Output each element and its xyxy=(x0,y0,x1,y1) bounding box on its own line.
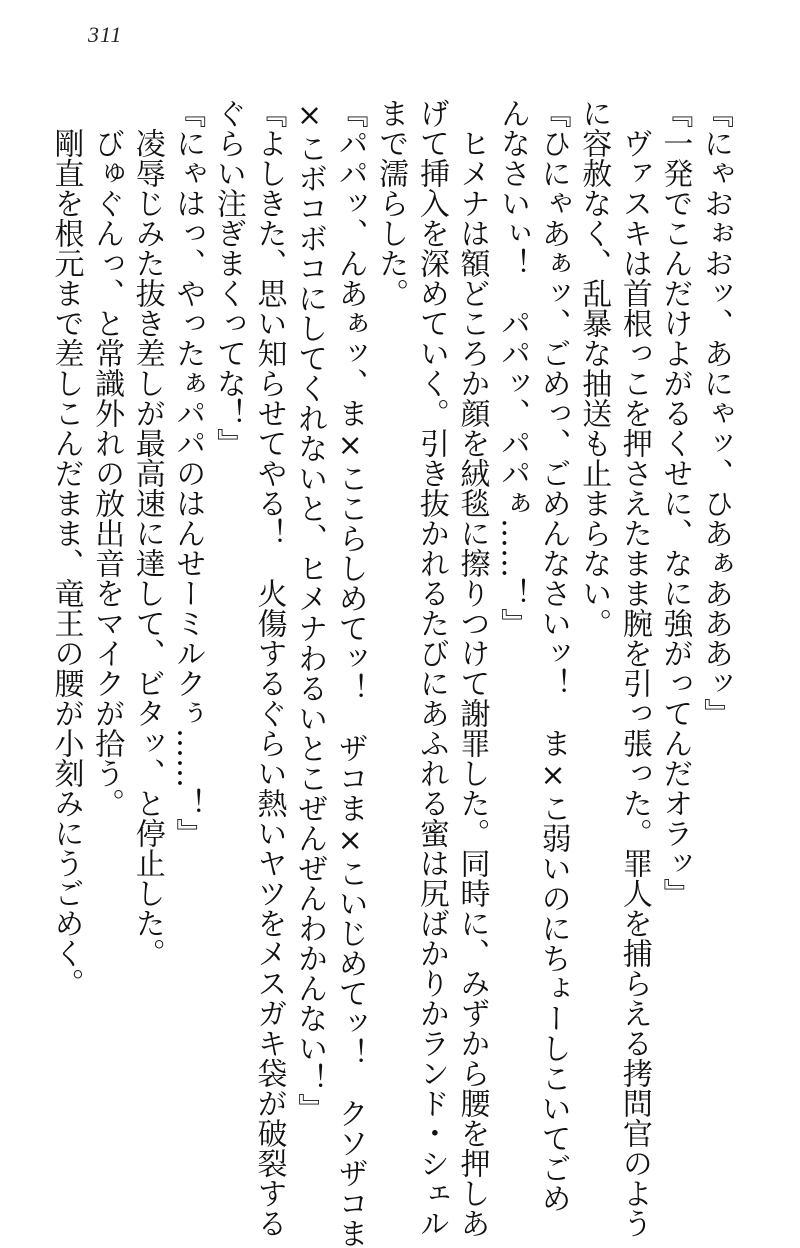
text-line: びゅぐんっ、と常識外れの放出音をマイクが拾う。 xyxy=(89,98,125,818)
text-line: ヒメナは額どころか顔を絨毯に擦りつけて謝罪した。同時に、みずから腰を押しあ xyxy=(454,98,490,1238)
text-line: まで濡らした。 xyxy=(373,98,409,308)
text-line: 『にゃおぉおッ、あにゃッ、ひあぁあああッ』 xyxy=(698,98,733,728)
text-line: ぐらい注ぎまくってな！』 xyxy=(210,98,246,458)
text-line: 『ひにゃあぁッ、ごめっ、ごめんなさいッ！ ま×こ弱いのにちょーしこいてごめ xyxy=(535,98,571,1213)
text-line: 剛直を根元まで差しこんだまま、竜王の腰が小刻みにうごめく。 xyxy=(48,98,84,998)
vertical-body-text xyxy=(45,98,735,1248)
text-line: 『パパッ、んあぁッ、ま×ここらしめてッ！ ザコま×こいじめてッ！ クソザコま xyxy=(332,98,368,1248)
text-line: ヴァスキは首根っこを押さえたまま腕を引っ張った。罪人を捕らえる拷問官のよう xyxy=(616,98,652,1238)
text-line: 『一発でこんだけよがるくせに、なに強がってんだオラッ』 xyxy=(657,98,693,908)
text-line: んなさいぃ！ パパッ、パパぁ……！』 xyxy=(495,98,531,638)
text-line: 『にゃはっ、やったぁパパのはんせーミルクぅ……！』 xyxy=(170,98,206,848)
text-line: に容赦なく、乱暴な抽送も止まらない。 xyxy=(576,98,612,638)
text-line: 凌辱じみた抜き差しが最高速に達して、ビタッ、と停止した。 xyxy=(129,98,165,968)
text-line: 『よしきた、思い知らせてやる！ 火傷するぐらい熱いヤツをメスガキ袋が破裂する xyxy=(251,98,287,1238)
page-number: 311 xyxy=(88,22,123,47)
text-line: ×こボコボコにしてくれないと、ヒメナわるいとこぜんぜんわかんない！』 xyxy=(292,98,328,1123)
text-line: げて挿入を深めていく。引き抜かれるたびにあふれる蜜は尻ばかりかランド・シェル xyxy=(413,98,449,1238)
